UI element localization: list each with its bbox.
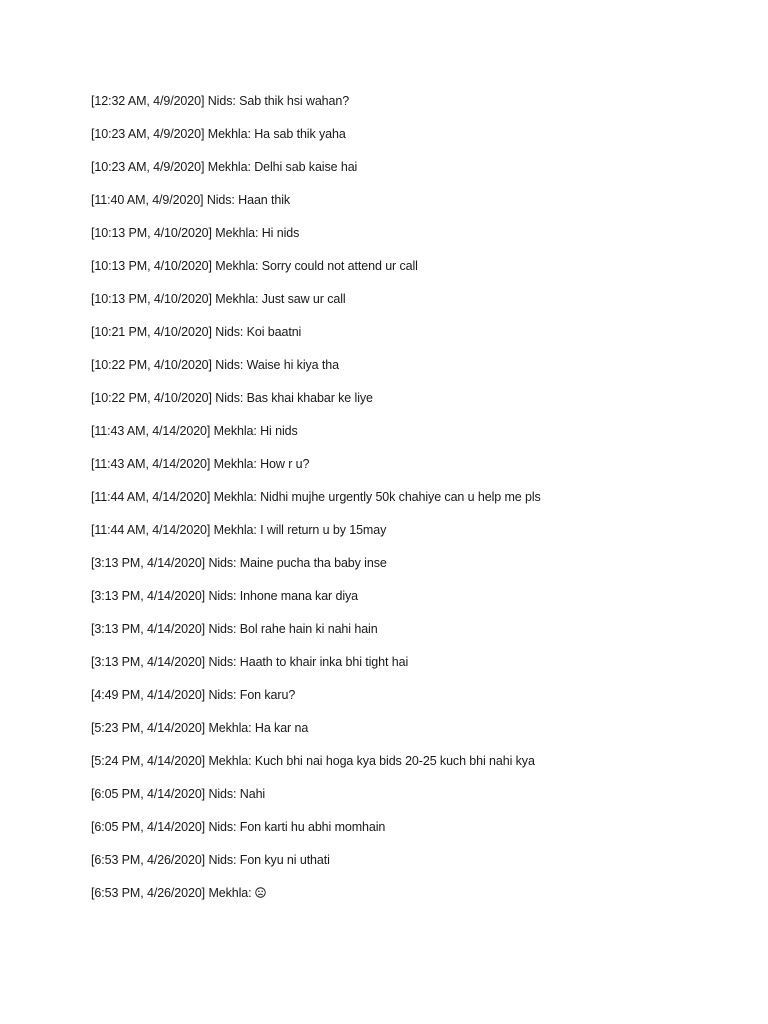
- message-text: Maine pucha tha baby inse: [239, 556, 387, 570]
- message-timestamp: [6:53 PM, 4/26/2020]: [91, 853, 206, 867]
- message-text: Waise hi kiya tha: [246, 358, 339, 372]
- message-sender: Nids:: [208, 622, 237, 636]
- chat-line: [91, 521, 751, 554]
- chat-line: [91, 752, 751, 785]
- message-sender: Nids:: [208, 853, 237, 867]
- message-timestamp: [5:23 PM, 4/14/2020]: [91, 721, 206, 735]
- chat-line: [91, 389, 751, 422]
- chat-line: [91, 290, 751, 323]
- message-sender: Mekhla:: [207, 127, 251, 141]
- chat-line: [91, 191, 751, 224]
- message-sender: Mekhla:: [215, 259, 259, 273]
- message-text: Just saw ur call: [261, 292, 346, 306]
- message-sender: Nids:: [208, 556, 237, 570]
- message-timestamp: [11:43 AM, 4/14/2020]: [91, 424, 211, 438]
- message-timestamp: [6:05 PM, 4/14/2020]: [91, 820, 206, 834]
- message-timestamp: [3:13 PM, 4/14/2020]: [91, 622, 206, 636]
- message-sender: Mekhla:: [215, 226, 259, 240]
- chat-transcript: [91, 92, 751, 917]
- message-text: Koi baatni: [246, 325, 302, 339]
- message-text: Nidhi mujhe urgently 50k chahiye can u help me pls: [260, 490, 541, 504]
- message-text: Haath to khair inka bhi tight hai: [239, 655, 409, 669]
- message-text: Ha sab thik yaha: [254, 127, 346, 141]
- message-timestamp: [3:13 PM, 4/14/2020]: [91, 589, 206, 603]
- message-sender: Nids:: [208, 655, 237, 669]
- message-sender: Mekhla:: [213, 424, 257, 438]
- message-timestamp: [11:43 AM, 4/14/2020]: [91, 457, 211, 471]
- chat-line: [91, 719, 751, 752]
- message-sender: Nids:: [206, 193, 235, 207]
- message-text: Sab thik hsi wahan?: [239, 94, 350, 108]
- chat-line: [91, 488, 751, 521]
- message-text: Sorry could not attend ur call: [261, 259, 418, 273]
- chat-line: [91, 686, 751, 719]
- chat-line: [91, 851, 751, 884]
- message-timestamp: [11:40 AM, 4/9/2020]: [91, 193, 204, 207]
- message-text: Fon karu?: [239, 688, 296, 702]
- chat-line: [91, 785, 751, 818]
- message-sender: Mekhla:: [213, 457, 257, 471]
- message-timestamp: [10:13 PM, 4/10/2020]: [91, 259, 212, 273]
- chat-line: [91, 356, 751, 389]
- message-sender: Nids:: [208, 589, 237, 603]
- message-sender: Mekhla:: [208, 721, 252, 735]
- chat-line: [91, 257, 751, 290]
- message-sender: Mekhla:: [215, 292, 259, 306]
- message-sender: Nids:: [215, 358, 244, 372]
- disappointed-face-icon: [255, 885, 266, 896]
- chat-line: [91, 554, 751, 587]
- message-sender: Mekhla:: [208, 886, 252, 900]
- message-text: How r u?: [260, 457, 310, 471]
- chat-line: [91, 884, 751, 917]
- message-timestamp: [12:32 AM, 4/9/2020]: [91, 94, 205, 108]
- message-sender: Mekhla:: [208, 754, 252, 768]
- chat-line: [91, 653, 751, 686]
- message-timestamp: [6:53 PM, 4/26/2020]: [91, 886, 206, 900]
- message-sender: Mekhla:: [213, 490, 257, 504]
- message-timestamp: [10:13 PM, 4/10/2020]: [91, 292, 212, 306]
- message-timestamp: [3:13 PM, 4/14/2020]: [91, 556, 206, 570]
- message-text: Fon karti hu abhi momhain: [239, 820, 386, 834]
- message-sender: Nids:: [215, 391, 244, 405]
- message-timestamp: [10:21 PM, 4/10/2020]: [91, 325, 212, 339]
- message-text: Haan thik: [238, 193, 291, 207]
- chat-line: [91, 224, 751, 257]
- message-sender: Mekhla:: [207, 160, 251, 174]
- chat-line: [91, 818, 751, 851]
- message-text: Hi nids: [261, 226, 300, 240]
- message-text: Delhi sab kaise hai: [254, 160, 358, 174]
- message-text: I will return u by 15may: [260, 523, 387, 537]
- chat-line: [91, 422, 751, 455]
- message-text: Fon kyu ni uthati: [239, 853, 330, 867]
- message-text: Hi nids: [260, 424, 298, 438]
- message-timestamp: [10:13 PM, 4/10/2020]: [91, 226, 212, 240]
- message-sender: Nids:: [208, 820, 237, 834]
- chat-line: [91, 125, 751, 158]
- message-timestamp: [5:24 PM, 4/14/2020]: [91, 754, 206, 768]
- message-timestamp: [4:49 PM, 4/14/2020]: [91, 688, 206, 702]
- chat-line: [91, 455, 751, 488]
- message-sender: Nids:: [215, 325, 244, 339]
- chat-line: [91, 158, 751, 191]
- message-timestamp: [10:23 AM, 4/9/2020]: [91, 127, 205, 141]
- message-sender: Nids:: [208, 787, 237, 801]
- message-timestamp: [11:44 AM, 4/14/2020]: [91, 490, 211, 504]
- message-sender: Mekhla:: [213, 523, 257, 537]
- message-timestamp: [10:23 AM, 4/9/2020]: [91, 160, 205, 174]
- message-timestamp: [10:22 PM, 4/10/2020]: [91, 391, 212, 405]
- message-sender: Nids:: [207, 94, 236, 108]
- chat-line: [91, 620, 751, 653]
- message-text: Bas khai khabar ke liye: [246, 391, 373, 405]
- message-text: Ha kar na: [254, 721, 309, 735]
- message-text: Inhone mana kar diya: [239, 589, 359, 603]
- message-sender: Nids:: [208, 688, 237, 702]
- chat-line: [91, 323, 751, 356]
- message-text: Kuch bhi nai hoga kya bids 20-25 kuch bhi nahi kya: [254, 754, 535, 768]
- message-text: Bol rahe hain ki nahi hain: [239, 622, 378, 636]
- chat-line: [91, 92, 751, 125]
- message-timestamp: [6:05 PM, 4/14/2020]: [91, 787, 206, 801]
- message-timestamp: [11:44 AM, 4/14/2020]: [91, 523, 211, 537]
- chat-line: [91, 587, 751, 620]
- message-timestamp: [3:13 PM, 4/14/2020]: [91, 655, 206, 669]
- message-text: Nahi: [239, 787, 266, 801]
- message-timestamp: [10:22 PM, 4/10/2020]: [91, 358, 212, 372]
